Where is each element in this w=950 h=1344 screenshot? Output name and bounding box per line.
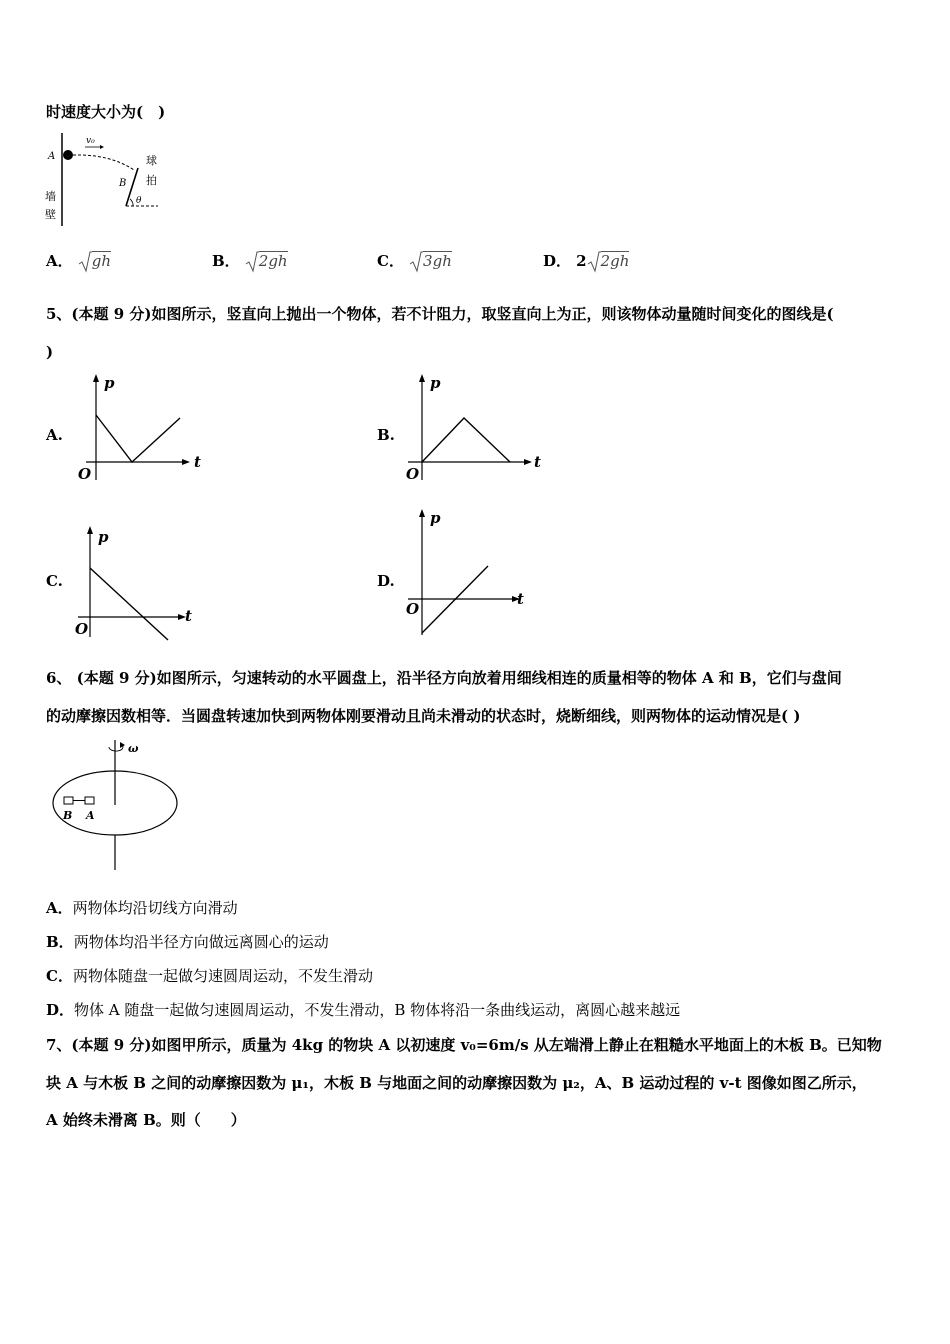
label-wall-1: 墙 xyxy=(45,190,56,203)
q6-option-a[interactable]: A．两物体均沿切线方向滑动 xyxy=(46,899,238,917)
q6-option-d[interactable]: D．物体 A 随盘一起做匀速圆周运动，不发生滑动，B 物体将沿一条曲线运动，离圆心越来越远 xyxy=(46,1001,681,1019)
label-A: A xyxy=(86,809,95,822)
origin-label: O xyxy=(75,620,89,638)
origin-label: O xyxy=(406,600,420,618)
label-omega: ω xyxy=(128,742,139,755)
label-racket-2: 拍 xyxy=(146,174,157,187)
axis-label-t: t xyxy=(534,453,541,471)
q4-option-c[interactable]: C． 3gh xyxy=(377,250,452,273)
q5-stem-line1: 5、(本题 9 分)如图所示，竖直向上抛出一个物体，若不计阻力，取竖直向上为正，则该物体动量随时间变化的图线是( xyxy=(46,305,834,323)
axis-label-t: t xyxy=(185,607,192,625)
ball-icon xyxy=(63,150,73,160)
q4-option-c-value: 3gh xyxy=(423,252,452,270)
label-B: B xyxy=(119,178,127,189)
sqrt-icon xyxy=(78,251,92,273)
sqrt-icon xyxy=(245,251,259,273)
label-theta: θ xyxy=(136,196,142,206)
q4-figure-wall-racket xyxy=(40,128,170,228)
axis-label-t: t xyxy=(517,590,524,608)
q5-graph-b xyxy=(400,370,550,485)
q5-option-d-label[interactable]: D. xyxy=(377,572,395,590)
axis-label-p: p xyxy=(430,374,441,392)
sqrt-icon xyxy=(587,251,601,273)
q4-option-b[interactable]: B． 2gh xyxy=(212,250,288,273)
label-wall-2: 壁 xyxy=(45,208,56,221)
q4-option-b-value: 2gh xyxy=(258,252,288,270)
q5-stem-line2: ) xyxy=(46,343,54,361)
sqrt-icon xyxy=(409,251,423,273)
axis-label-p: p xyxy=(98,528,109,546)
q5-option-c-label[interactable]: C. xyxy=(46,572,63,590)
q6-option-c[interactable]: C．两物体随盘一起做匀速圆周运动，不发生滑动 xyxy=(46,967,373,985)
q4-option-d-value: 2gh xyxy=(600,252,630,270)
q6-stem-line2: 的动摩擦因数相等．当圆盘转速加快到两物体刚要滑动且尚未滑动的状态时，烧断细线，则两物体的运动情况是( ) xyxy=(46,707,801,725)
axis-label-t: t xyxy=(194,453,201,471)
label-A: A xyxy=(48,151,56,162)
q5-graph-c xyxy=(70,522,205,642)
q6-option-b[interactable]: B．两物体均沿半径方向做远离圆心的运动 xyxy=(46,933,329,951)
label-B: B xyxy=(63,809,73,822)
q5-graph-d xyxy=(400,505,540,640)
momentum-line xyxy=(422,418,510,462)
origin-label: O xyxy=(78,465,92,483)
q5-option-b-label[interactable]: B. xyxy=(377,426,395,444)
momentum-line xyxy=(96,415,180,462)
trajectory-path xyxy=(73,155,134,170)
q6-figure-turntable xyxy=(40,735,190,875)
q4-option-d-coef: 2 xyxy=(576,252,587,270)
origin-label: O xyxy=(406,465,420,483)
q4-option-a[interactable]: A． gh xyxy=(46,250,111,273)
q4-stem-tail: 时速度大小为( ) xyxy=(46,103,166,121)
q5-graph-a xyxy=(72,370,212,485)
q4-option-a-value: gh xyxy=(91,252,111,270)
momentum-line xyxy=(90,568,168,640)
q4-option-d[interactable]: D． 2 2gh xyxy=(543,250,629,273)
label-racket-1: 球 xyxy=(146,154,157,167)
axis-label-p: p xyxy=(104,374,115,392)
block-b xyxy=(64,797,73,804)
q6-stem-line1: 6、 (本题 9 分)如图所示，匀速转动的水平圆盘上，沿半径方向放着用细线相连的质量相等的物体 A 和 B，它们与盘间 xyxy=(46,669,842,687)
label-v0: v₀ xyxy=(86,136,95,146)
q7-stem-line1: 7、(本题 9 分)如图甲所示，质量为 4kg 的物块 A 以初速度 v₀=6m/s 从左端滑上静止在粗糙水平地面上的木板 B。已知物 xyxy=(46,1036,882,1054)
q7-stem-line2: 块 A 与木板 B 之间的动摩擦因数为 μ₁，木板 B 与地面之间的动摩擦因数为 μ₂，A、B 运动过程的 v-t 图像如图乙所示， xyxy=(46,1074,867,1092)
axis-label-p: p xyxy=(430,509,441,527)
block-a xyxy=(85,797,94,804)
q7-stem-line3: A 始终未滑离 B。则（ ） xyxy=(46,1111,246,1129)
q5-option-a-label[interactable]: A. xyxy=(46,426,63,444)
